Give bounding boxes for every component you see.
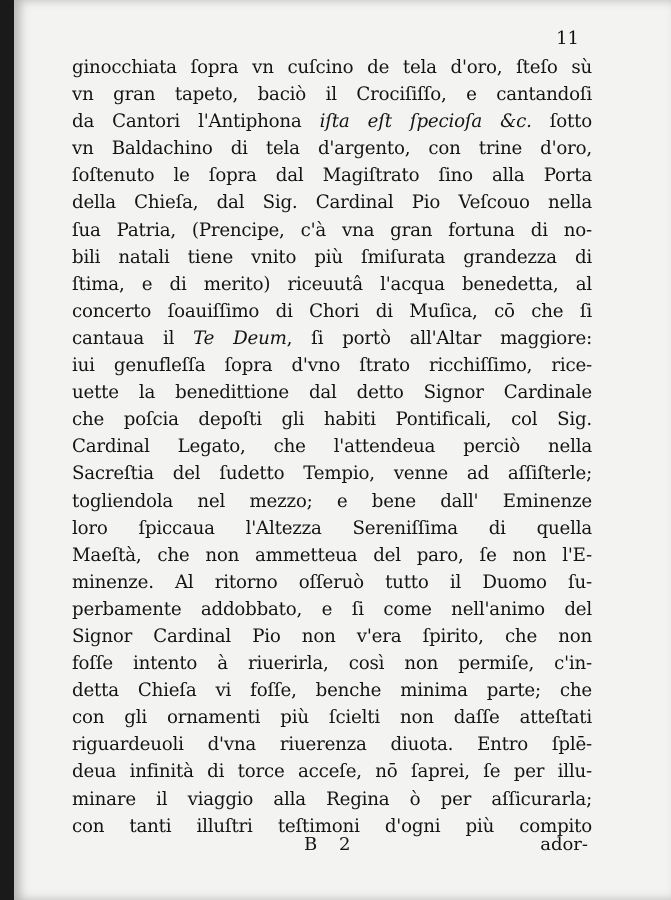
- text-line: [72, 596, 592, 623]
- text-line-italic: Te Deum: [193, 327, 287, 349]
- text-line: [72, 704, 592, 731]
- body-text: [72, 54, 592, 840]
- book-page: [14, 0, 671, 900]
- text-line-roman: ſotto: [531, 111, 592, 133]
- page-footer: [72, 834, 592, 864]
- text-line-roman: minenze. Al ritorno oſſeruò tutto il Duomo ſu-: [72, 571, 592, 593]
- text-line: [72, 135, 592, 162]
- text-line-roman: detta Chieſa vi foſſe, benche minima parte; che: [72, 680, 592, 702]
- text-line-roman: vn gran tapeto, baciò il Crociſiſſo, e cantandoſi: [72, 84, 592, 106]
- text-line: [72, 488, 592, 515]
- catchword: ador-: [540, 834, 588, 855]
- text-line-roman: ginocchiata ſopra vn cuſcino de tela d'oro, ſteſo sù: [72, 57, 592, 78]
- text-line: [72, 162, 592, 189]
- text-line-roman: deua infinità di torce acceſe, nō ſaprei, ſe per illu-: [72, 761, 592, 783]
- text-line-roman: , ſi portò all'Altar maggiore:: [286, 327, 592, 349]
- text-line-roman: vn Baldachino di tela d'argento, con trine d'oro,: [72, 138, 592, 160]
- text-line: [72, 460, 592, 487]
- text-line-roman: ſtima, e di merito) riceuutâ l'acqua benedetta, al: [72, 273, 592, 295]
- text-line: [72, 217, 592, 244]
- text-line: [72, 81, 592, 108]
- text-line-roman: perbamente addobbato, e ſi come nell'animo del: [72, 598, 592, 620]
- text-line: [72, 189, 592, 216]
- text-line-roman: togliendola nel mezzo; e bene dall' Eminenze: [72, 490, 592, 512]
- text-line-roman: minare il viaggio alla Regina ò per aſſicurarla;: [72, 788, 592, 810]
- text-line: [72, 108, 592, 135]
- text-line: [72, 542, 592, 569]
- text-line: [72, 244, 592, 271]
- text-line: [72, 406, 592, 433]
- text-line-roman: bili natali tiene vnito più ſmiſurata grandezza di: [72, 246, 592, 268]
- text-line-roman: Cardinal Legato, che l'attendeua perciò nella: [72, 436, 592, 458]
- text-line: [72, 271, 592, 298]
- text-line-roman: da Cantori l'Antiphona: [72, 111, 320, 133]
- text-line-roman: Sacreſtia del ſudetto Tempio, venne ad aſſiſterle;: [72, 463, 592, 485]
- text-line-roman: ſoſtenuto le ſopra dal Magiſtrato ſino alla Porta: [72, 165, 592, 187]
- signature-mark: B 2: [304, 834, 359, 855]
- text-line-roman: con tanti illuſtri teſtimoni d'ogni più compito: [72, 815, 592, 837]
- text-line: [72, 786, 592, 813]
- text-line-roman: con gli ornamenti più ſcielti non daſſe atteſtati: [72, 707, 592, 729]
- text-line: [72, 731, 592, 758]
- text-line: [72, 325, 592, 352]
- text-line: [72, 379, 592, 406]
- text-line-roman: Maeſtà, che non ammetteua del paro, ſe non l'E-: [72, 544, 592, 566]
- text-line-roman: iui genufleſſa ſopra d'vno ſtrato ricchiſſimo, rice-: [72, 355, 592, 377]
- text-line: [72, 352, 592, 379]
- text-line: [72, 569, 592, 596]
- text-line: [72, 433, 592, 460]
- text-line: [72, 677, 592, 704]
- text-line: [72, 298, 592, 325]
- text-line-roman: loro ſpiccaua l'Altezza Sereniſſima di quella: [72, 517, 592, 539]
- text-line: [72, 623, 592, 650]
- text-line: [72, 54, 592, 81]
- text-line-roman: della Chieſa, dal Sig. Cardinal Pio Veſcouo nella: [72, 192, 592, 214]
- text-line-roman: riguardeuoli d'vna riuerenza diuota. Entro ſplē-: [72, 734, 592, 756]
- text-line-roman: che poſcia depoſti gli habiti Pontificali, col Sig.: [72, 409, 592, 431]
- text-line-roman: Signor Cardinal Pio non v'era ſpirito, che non: [72, 625, 592, 647]
- text-line: [72, 758, 592, 785]
- text-line-roman: cantaua il: [72, 327, 194, 349]
- page-number: 11: [556, 28, 579, 49]
- text-line-italic: iſta eſt ſpecioſa &c.: [319, 111, 532, 133]
- text-line: [72, 515, 592, 542]
- text-line-roman: ſua Patria, (Prencipe, c'à vna gran fortuna di no-: [72, 219, 592, 241]
- text-line: [72, 650, 592, 677]
- text-line-roman: uette la benedittione dal detto Signor Cardinale: [72, 382, 592, 404]
- text-line-roman: foſſe intento à riuerirla, così non permiſe, c'in-: [72, 653, 592, 675]
- text-line-roman: concerto ſoauiſſimo di Chori di Muſica, cō che ſi: [72, 300, 592, 322]
